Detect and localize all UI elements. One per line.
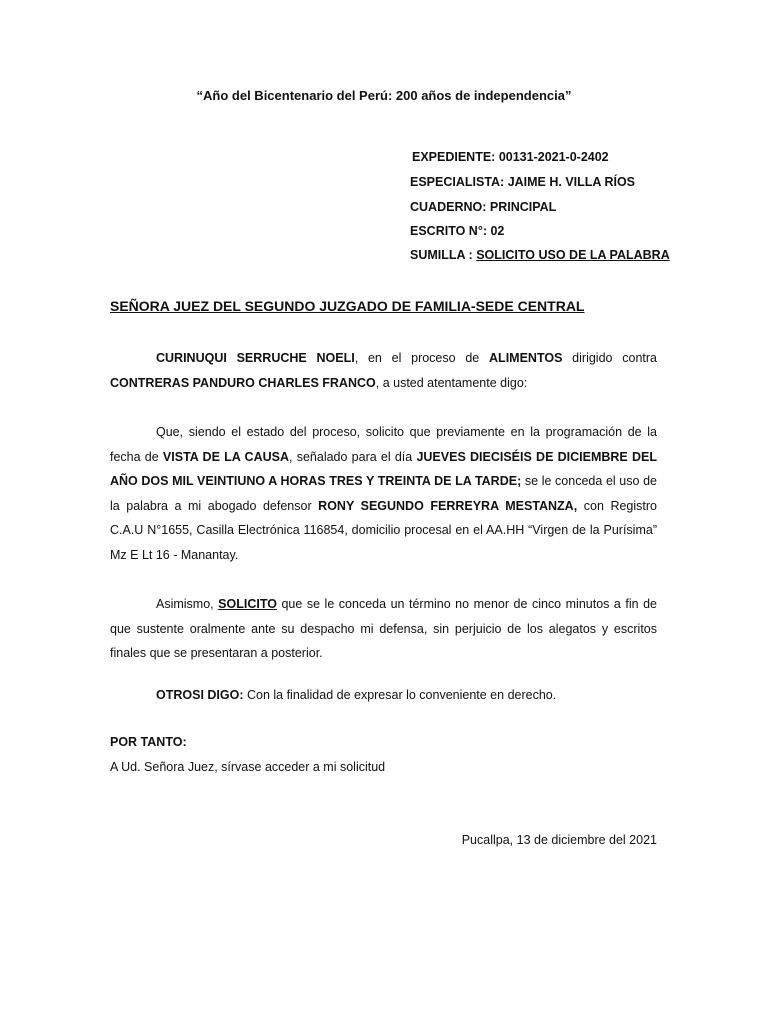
text-run: Asimismo,: [156, 597, 219, 611]
year-motto: “Año del Bicentenario del Perú: 200 años de independencia”: [196, 88, 572, 103]
cuaderno: CUADERNO: PRINCIPAL: [410, 200, 557, 214]
sumilla: [410, 248, 670, 262]
bold-run: VISTA DE LA CAUSA: [162, 449, 290, 464]
party-name: CURINUQUI SERRUCHE NOELI: [156, 351, 355, 365]
paragraph-request: [110, 420, 657, 567]
process-type: ALIMENTOS: [489, 351, 563, 365]
place-date: Pucallpa, 13 de diciembre del 2021: [461, 833, 657, 847]
text-run: , a usted atentamente digo:: [375, 375, 528, 390]
text-run: que se le conceda un término no menor de cinco minutos a fin de que sustente oralmente ante su despacho mi defensa, sin perjuicio de los alegatos y escritos finales que se presentaran a posterior.: [110, 597, 657, 660]
addressee-heading: SEÑORA JUEZ DEL SEGUNDO JUZGADO DE FAMILIA-SEDE CENTRAL: [110, 298, 585, 314]
lawyer-name: RONY SEGUNDO FERREYRA MESTANZA,: [318, 498, 578, 513]
paragraph-otrosi: [110, 683, 657, 708]
paragraph-time-request: [110, 592, 657, 666]
especialista: ESPECIALISTA: JAIME H. VILLA RÍOS: [410, 175, 636, 189]
solicito-emphasis: SOLICITO: [218, 597, 277, 611]
text-run: , señalado para el día: [289, 449, 417, 464]
text-run: se le conceda el uso de la palabra a mi abogado defensor: [110, 474, 657, 513]
por-tanto: POR TANTO:: [110, 735, 187, 749]
text-run: Que, siendo el estado del proceso, solicito que previamente en la programación de la fecha de: [110, 425, 657, 464]
text-run: , en el proceso de: [354, 351, 490, 365]
sumilla-label: SUMILLA :: [410, 248, 477, 262]
paragraph-intro: [110, 346, 657, 395]
expediente: EXPEDIENTE: 00131-2021-0-2402: [412, 150, 609, 164]
text-run: dirigido contra: [562, 351, 657, 365]
defendant-name: CONTRERAS PANDURO CHARLES FRANCO: [110, 375, 376, 390]
sumilla-value: SOLICITO USO DE LA PALABRA: [476, 248, 670, 262]
closing-request: A Ud. Señora Juez, sírvase acceder a mi solicitud: [110, 760, 386, 774]
otrosi-label: OTROSI DIGO:: [156, 688, 244, 702]
text-run: con Registro C.A.U N°1655, Casilla Electrónica 116854, domicilio procesal en el AA.HH “Virgen de la Purísima” Mz E Lt 16 - Manantay.: [110, 498, 657, 562]
hearing-date: JUEVES DIECISÉIS DE DICIEMBRE DEL AÑO DOS MIL VEINTIUNO A HORAS TRES Y TREINTA DE LA TARDE;: [110, 449, 657, 488]
text-run: Con la finalidad de expresar lo conveniente en derecho.: [243, 688, 557, 702]
escrito-number: ESCRITO N°: 02: [410, 224, 505, 238]
